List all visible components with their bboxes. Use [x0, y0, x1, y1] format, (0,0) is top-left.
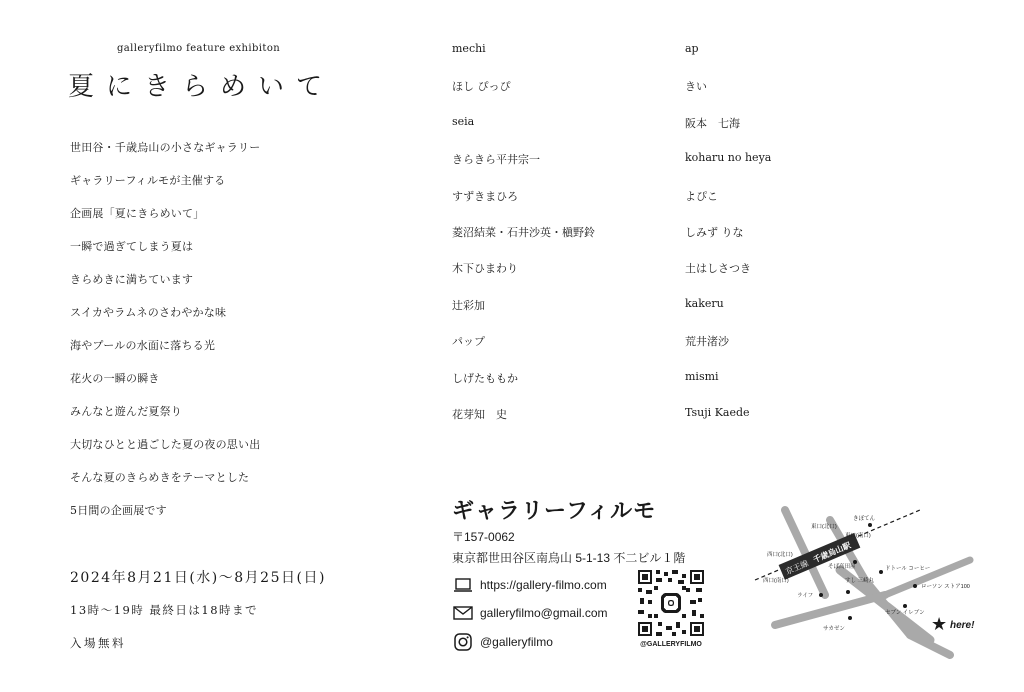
- description-line: そんな夏のきらめきをテーマとした: [70, 471, 250, 484]
- exhibition-dates: 2024年8月21日(水)〜8月25日(日): [70, 570, 326, 586]
- landmark-label: そば高田屋: [828, 564, 856, 570]
- here-marker: here!: [950, 620, 975, 631]
- artist-name: ほし ぴっぴ: [452, 80, 511, 94]
- artist-name: すずきまひろ: [452, 189, 519, 203]
- artist-name: 土はしさつき: [685, 262, 751, 276]
- star-icon: ★: [931, 614, 948, 634]
- description-line: 企画展「夏にきらめいて」: [70, 207, 205, 220]
- artist-name: ap: [685, 42, 699, 55]
- artist-name: 辻彩加: [452, 298, 485, 312]
- website-url: https://gallery-filmo.com: [480, 578, 607, 592]
- artist-name: しげたももか: [452, 371, 518, 385]
- landmark-label: ローソン ストア100: [921, 584, 970, 590]
- artist-name: 阪本 七海: [685, 116, 740, 130]
- description-line: 海やプールの水面に落ちる光: [70, 339, 216, 352]
- artist-name: koharu no heya: [685, 151, 772, 165]
- description-line: ギャラリーフィルモが主催する: [70, 174, 226, 187]
- artist-name: mismi: [685, 369, 719, 383]
- artist-name: kakeru: [685, 296, 724, 310]
- exit-label: 西口(北口): [767, 552, 793, 558]
- description-list: [70, 139, 260, 535]
- landmark-label: サカゼン: [823, 626, 845, 632]
- artist-name: 荒井渚沙: [685, 335, 729, 349]
- artist-name: Tsuji Kaede: [685, 405, 750, 419]
- instagram-link[interactable]: [452, 631, 553, 653]
- artist-list-right: [685, 42, 771, 442]
- artist-name: 菱沼結菜・石井沙英・槇野鈴: [452, 225, 595, 239]
- artist-name: きらきら平井宗一: [452, 153, 540, 167]
- qr-code[interactable]: [638, 570, 704, 636]
- exit-label: 西口(南口): [763, 578, 789, 584]
- line-label: 京王線: [784, 558, 810, 577]
- description-line: スイカやラムネのさわやかな味: [70, 306, 227, 319]
- email-link[interactable]: [452, 602, 608, 624]
- laptop-icon: [452, 574, 474, 596]
- description-line: 世田谷・千歳烏山の小さなギャラリー: [70, 141, 261, 154]
- landmark-label: きぼてん: [853, 516, 876, 522]
- email-address: galleryfilmo@gmail.com: [480, 606, 608, 620]
- landmark-label: ライフ: [797, 593, 814, 599]
- postal-code: 〒157-0062: [452, 530, 515, 544]
- description-line: 大切なひとと過ごした夏の夜の思い出: [70, 438, 261, 451]
- admission-info: 入場無料: [70, 636, 126, 650]
- landmark-label: セブン イレブン: [885, 610, 925, 616]
- station-label: 千歳烏山駅: [811, 540, 853, 565]
- artist-name: seia: [452, 114, 475, 128]
- artist-name: 花芽知 史: [452, 407, 507, 421]
- instagram-icon: [452, 631, 474, 653]
- description-line: 5日間の企画展です: [70, 504, 167, 517]
- description-line: 花火の一瞬の瞬き: [70, 372, 160, 385]
- qr-caption: @GALLERYFILMO: [640, 641, 702, 648]
- exit-label: 東口(北口): [811, 524, 837, 530]
- instagram-handle: @galleryfilmo: [480, 635, 553, 649]
- description-line: きらめきに満ちています: [70, 273, 194, 286]
- landmark-label: すし 三崎丸: [845, 578, 875, 584]
- artist-name: きい: [685, 80, 707, 94]
- landmark-label: ドトール コーヒー: [885, 566, 931, 572]
- exhibition-title: 夏にきらめいて: [68, 72, 335, 102]
- exit-label: 東口(南口): [845, 533, 871, 539]
- exhibit-label: galleryfilmo feature exhibiton: [117, 43, 281, 54]
- opening-hours: 13時〜19時 最終日は18時まで: [70, 603, 259, 617]
- artist-name: よぴこ: [685, 189, 718, 203]
- access-map: [745, 500, 995, 665]
- artist-list-left: [452, 42, 595, 442]
- gallery-logo: ギャラリーフィルモ: [452, 498, 657, 523]
- artist-name: パップ: [452, 335, 485, 349]
- artist-name: しみず りな: [685, 225, 744, 239]
- gallery-address: 東京都世田谷区南烏山 5-1-13 不二ビル１階: [452, 551, 686, 565]
- envelope-icon: [452, 602, 474, 624]
- artist-name: 木下ひまわり: [452, 262, 518, 276]
- artist-name: mechi: [452, 42, 486, 55]
- description-line: 一瞬で過ぎてしまう夏は: [70, 240, 194, 253]
- description-line: みんなと遊んだ夏祭り: [70, 405, 182, 418]
- website-link[interactable]: [452, 574, 607, 596]
